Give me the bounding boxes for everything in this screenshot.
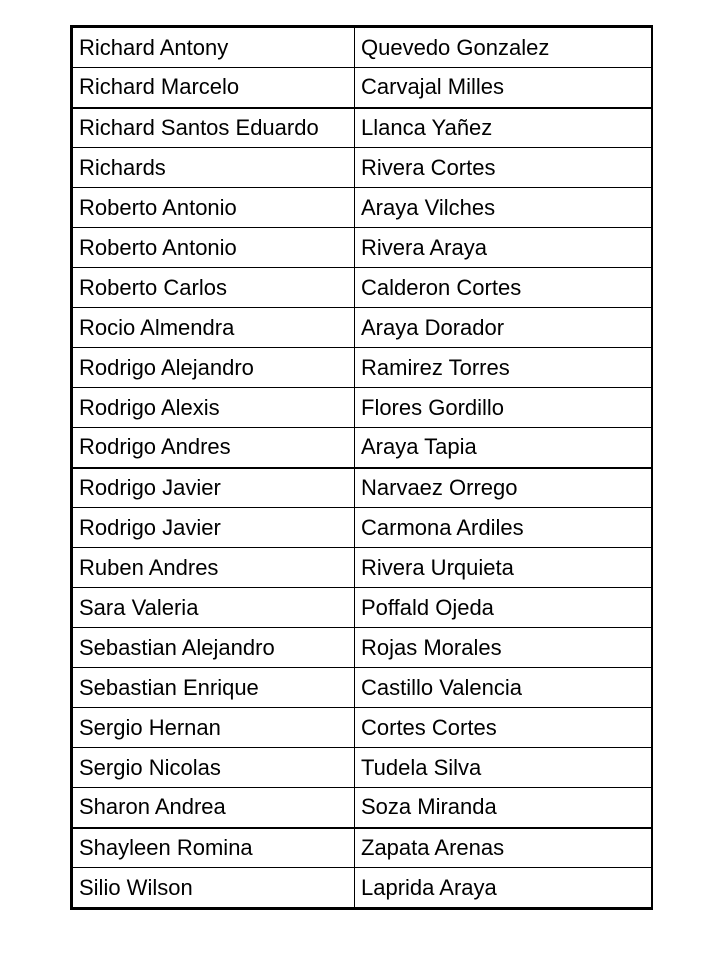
last-name-cell: Araya Dorador (355, 308, 652, 348)
first-name-cell: Sebastian Enrique (73, 668, 355, 708)
table-row (73, 748, 652, 788)
table-row (73, 588, 652, 628)
table-row (73, 868, 652, 908)
first-name-cell: Richard Marcelo (73, 68, 355, 108)
first-name-cell: Roberto Antonio (73, 228, 355, 268)
first-name-cell: Roberto Carlos (73, 268, 355, 308)
table-row (73, 108, 652, 148)
table-row (73, 68, 652, 108)
last-name-cell: Flores Gordillo (355, 388, 652, 428)
last-name-cell: Rivera Cortes (355, 148, 652, 188)
table-row (73, 628, 652, 668)
last-name-cell: Araya Tapia (355, 428, 652, 468)
last-name-cell: Carmona Ardiles (355, 508, 652, 548)
first-name-cell: Rodrigo Javier (73, 468, 355, 508)
last-name-cell: Rivera Araya (355, 228, 652, 268)
first-name-cell: Richard Antony (73, 28, 355, 68)
last-name-cell: Soza Miranda (355, 788, 652, 828)
last-name-cell: Araya Vilches (355, 188, 652, 228)
first-name-cell: Sergio Nicolas (73, 748, 355, 788)
table-row (73, 508, 652, 548)
first-name-cell: Richard Santos Eduardo (73, 108, 355, 148)
last-name-cell: Narvaez Orrego (355, 468, 652, 508)
table-row (73, 228, 652, 268)
table-row (73, 188, 652, 228)
table-row (73, 468, 652, 508)
last-name-cell: Laprida Araya (355, 868, 652, 908)
first-name-cell: Sebastian Alejandro (73, 628, 355, 668)
first-name-cell: Rodrigo Alexis (73, 388, 355, 428)
first-name-cell: Sharon Andrea (73, 788, 355, 828)
last-name-cell: Ramirez Torres (355, 348, 652, 388)
table-row (73, 828, 652, 868)
last-name-cell: Rivera Urquieta (355, 548, 652, 588)
first-name-cell: Sergio Hernan (73, 708, 355, 748)
table-row (73, 668, 652, 708)
last-name-cell: Castillo Valencia (355, 668, 652, 708)
first-name-cell: Roberto Antonio (73, 188, 355, 228)
table-row (73, 28, 652, 68)
table-row (73, 388, 652, 428)
first-name-cell: Shayleen Romina (73, 828, 355, 868)
last-name-cell: Poffald Ojeda (355, 588, 652, 628)
last-name-cell: Calderon Cortes (355, 268, 652, 308)
last-name-cell: Cortes Cortes (355, 708, 652, 748)
table-row (73, 548, 652, 588)
last-name-cell: Rojas Morales (355, 628, 652, 668)
last-name-cell: Llanca Yañez (355, 108, 652, 148)
first-name-cell: Sara Valeria (73, 588, 355, 628)
table-row (73, 788, 652, 828)
table-row (73, 428, 652, 468)
first-name-cell: Rodrigo Andres (73, 428, 355, 468)
first-name-cell: Rodrigo Javier (73, 508, 355, 548)
names-grid (72, 27, 652, 908)
first-name-cell: Ruben Andres (73, 548, 355, 588)
last-name-cell: Quevedo Gonzalez (355, 28, 652, 68)
last-name-cell: Tudela Silva (355, 748, 652, 788)
first-name-cell: Rocio Almendra (73, 308, 355, 348)
names-table (70, 25, 653, 910)
table-row (73, 148, 652, 188)
table-row (73, 348, 652, 388)
names-table-body (73, 28, 652, 908)
last-name-cell: Zapata Arenas (355, 828, 652, 868)
table-row (73, 308, 652, 348)
first-name-cell: Richards (73, 148, 355, 188)
table-row (73, 268, 652, 308)
first-name-cell: Silio Wilson (73, 868, 355, 908)
first-name-cell: Rodrigo Alejandro (73, 348, 355, 388)
table-row (73, 708, 652, 748)
last-name-cell: Carvajal Milles (355, 68, 652, 108)
